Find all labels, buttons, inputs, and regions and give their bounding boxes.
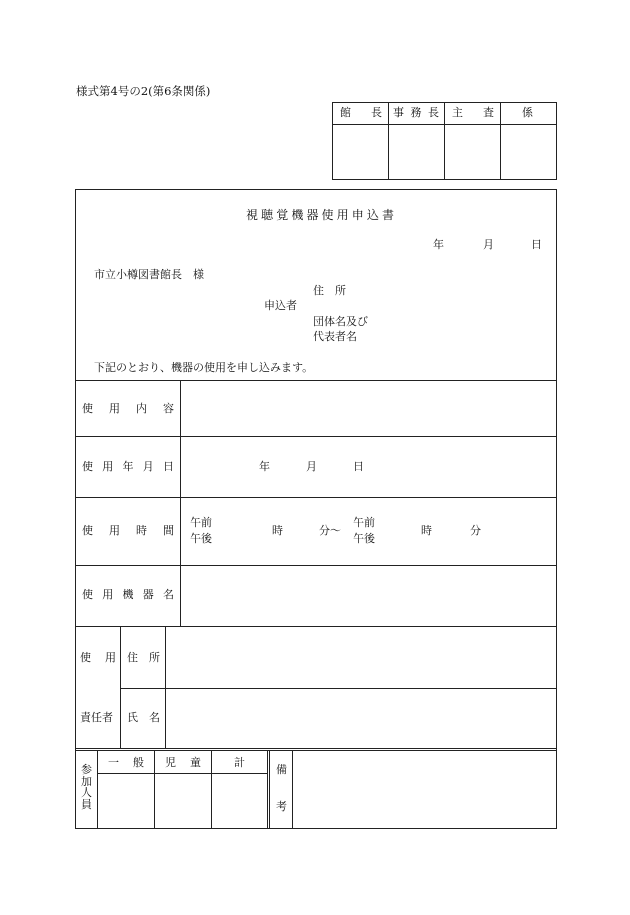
equipment-name-label: 使 用 機 器 名 <box>82 588 174 601</box>
approval-header-secretary: 事 務 長 <box>393 106 439 119</box>
usage-date-day: 日 <box>353 460 364 473</box>
time-start-pm: 午後 <box>190 532 212 545</box>
date-year-label: 年 <box>433 238 444 251</box>
applicant-address-label: 住 所 <box>313 284 346 297</box>
responsible-name-label: 氏 名 <box>127 711 160 724</box>
usage-date-label: 使 用 年 月 日 <box>82 460 174 473</box>
form-number: 様式第4号の2(第6条関係) <box>76 84 211 98</box>
usage-content-label: 使 用 内 容 <box>82 402 174 415</box>
time-end-pm: 午後 <box>353 532 375 545</box>
applicant-group-label: 団体名及び <box>313 315 368 328</box>
approval-header-staff: 係 <box>522 106 533 119</box>
time-start-minute: 分〜 <box>319 524 341 537</box>
form-title: 視 聴 覚 機 器 使 用 申 込 書 <box>246 208 394 222</box>
time-start-hour: 時 <box>272 524 283 537</box>
time-start-am: 午前 <box>190 516 212 529</box>
responsible-label-top: 使 用 <box>80 651 116 664</box>
participants-label: 参 加 人 員 <box>81 763 92 811</box>
applicant-label: 申込者 <box>264 299 297 312</box>
intro-text: 下記のとおり、機器の使用を申し込みます。 <box>94 361 314 374</box>
approval-header-chief: 主 査 <box>452 106 494 119</box>
usage-date-month: 月 <box>306 460 317 473</box>
time-end-hour: 時 <box>421 524 432 537</box>
applicant-representative-label: 代表者名 <box>313 330 357 343</box>
remarks-label-bottom: 考 <box>276 800 287 813</box>
time-end-am: 午前 <box>353 516 375 529</box>
participants-total: 計 <box>234 756 245 769</box>
responsible-label-bottom: 責任者 <box>80 711 113 724</box>
time-end-minute: 分 <box>470 524 481 537</box>
addressee: 市立小樽図書館長 様 <box>94 268 204 281</box>
participants-children: 児 童 <box>165 756 201 769</box>
remarks-label-top: 備 <box>276 763 287 776</box>
date-day-label: 日 <box>531 238 542 251</box>
approval-header-director: 館 長 <box>340 106 382 119</box>
date-month-label: 月 <box>483 238 494 251</box>
usage-time-label: 使 用 時 間 <box>82 524 174 537</box>
usage-date-year: 年 <box>259 460 270 473</box>
responsible-address-label: 住 所 <box>127 651 160 664</box>
participants-general: 一 般 <box>108 756 144 769</box>
